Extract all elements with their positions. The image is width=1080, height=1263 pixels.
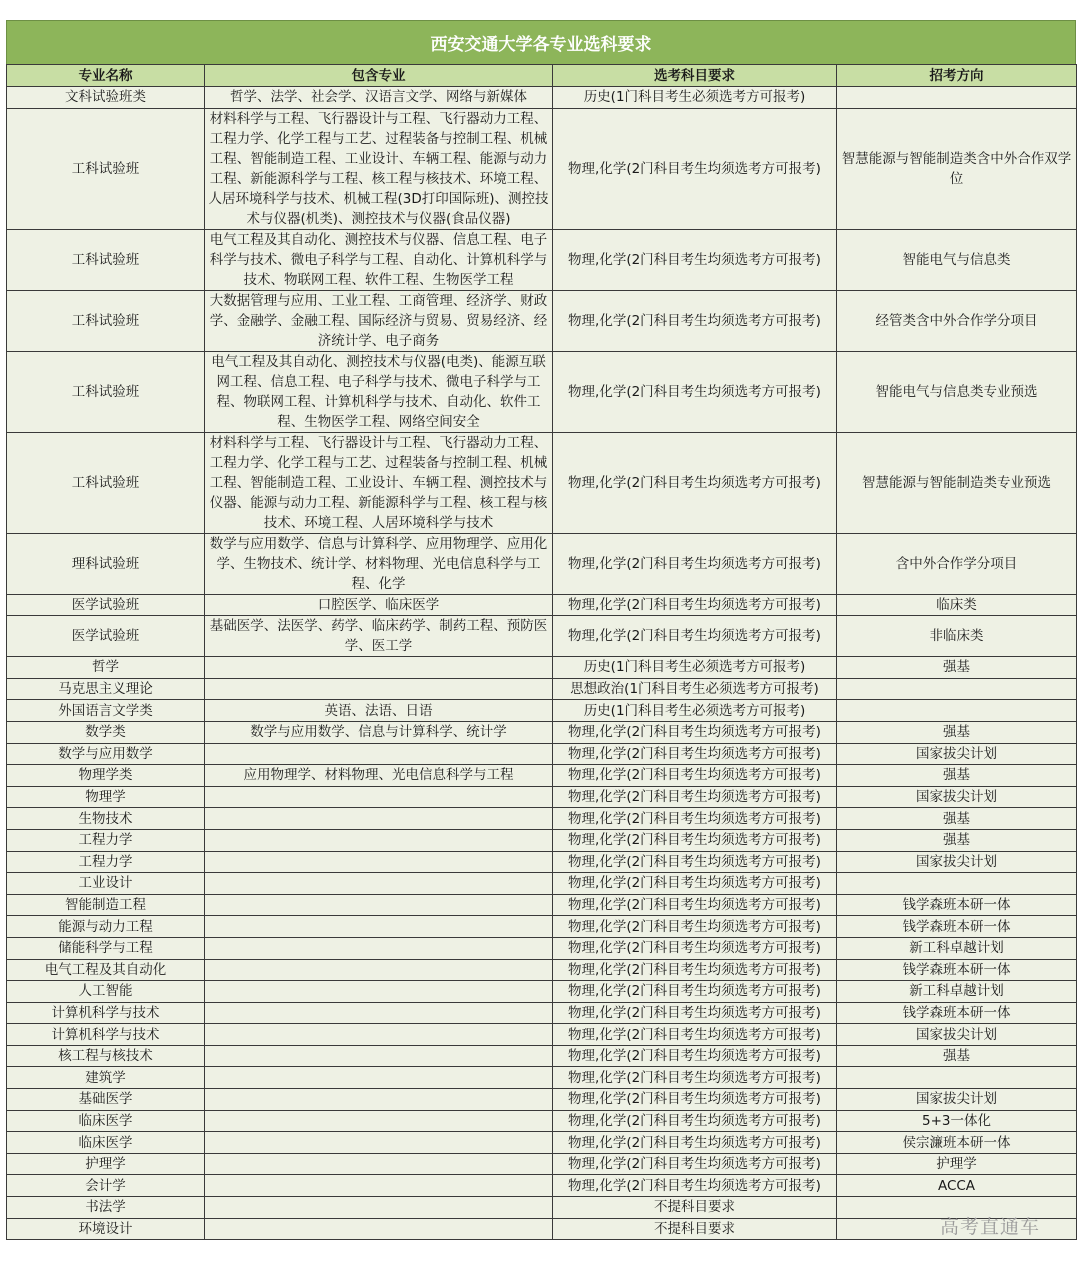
- admission-direction-cell: 智慧能源与智能制造类专业预选: [837, 432, 1077, 533]
- admission-direction-cell: 侯宗濂班本研一体: [837, 1132, 1077, 1154]
- major-name-cell: 马克思主义理论: [7, 678, 205, 700]
- major-name-cell: 工程力学: [7, 829, 205, 851]
- included-majors-cell: [205, 1002, 553, 1024]
- subject-requirement-cell: 物理,化学(2门科目考生均须选考方可报考): [553, 533, 837, 594]
- subject-requirement-cell: 物理,化学(2门科目考生均须选考方可报考): [553, 808, 837, 830]
- included-majors-cell: [205, 786, 553, 808]
- admission-direction-cell: 强基: [837, 765, 1077, 787]
- table-row: [7, 937, 1077, 959]
- subject-requirement-cell: 物理,化学(2门科目考生均须选考方可报考): [553, 108, 837, 229]
- table-row: [7, 786, 1077, 808]
- subject-requirement-cell: 物理,化学(2门科目考生均须选考方可报考): [553, 351, 837, 432]
- major-name-cell: 数学类: [7, 721, 205, 743]
- included-majors-cell: [205, 657, 553, 679]
- table-row: [7, 87, 1077, 109]
- included-majors-cell: 应用物理学、材料物理、光电信息科学与工程: [205, 765, 553, 787]
- major-name-cell: 哲学: [7, 657, 205, 679]
- included-majors-cell: 基础医学、法医学、药学、临床药学、制药工程、预防医学、医工学: [205, 616, 553, 657]
- subject-requirement-cell: 物理,化学(2门科目考生均须选考方可报考): [553, 616, 837, 657]
- included-majors-cell: 电气工程及其自动化、测控技术与仪器、信息工程、电子科学与技术、微电子科学与工程、自动化、计算机科学与技术、物联网工程、软件工程、生物医学工程: [205, 229, 553, 290]
- watermark: 高考直通车: [940, 1216, 1041, 1238]
- table-row: [7, 873, 1077, 895]
- table-row: [7, 1132, 1077, 1154]
- subject-requirement-cell: 物理,化学(2门科目考生均须选考方可报考): [553, 1002, 837, 1024]
- table-row: [7, 108, 1077, 229]
- admission-direction-cell: 智能电气与信息类专业预选: [837, 351, 1077, 432]
- included-majors-cell: [205, 1089, 553, 1111]
- major-name-cell: 能源与动力工程: [7, 916, 205, 938]
- included-majors-cell: [205, 743, 553, 765]
- admission-direction-cell: 护理学: [837, 1153, 1077, 1175]
- table-row: [7, 765, 1077, 787]
- major-name-cell: 物理学: [7, 786, 205, 808]
- major-name-cell: 临床医学: [7, 1110, 205, 1132]
- admission-direction-cell: 钱学森班本研一体: [837, 916, 1077, 938]
- admission-direction-cell: 国家拔尖计划: [837, 1089, 1077, 1111]
- table-row: [7, 616, 1077, 657]
- admission-direction-cell: 强基: [837, 721, 1077, 743]
- table-row: [7, 229, 1077, 290]
- included-majors-cell: [205, 959, 553, 981]
- major-name-cell: 会计学: [7, 1175, 205, 1197]
- subject-requirement-cell: 物理,化学(2门科目考生均须选考方可报考): [553, 894, 837, 916]
- included-majors-cell: [205, 916, 553, 938]
- admission-direction-cell: ACCA: [837, 1175, 1077, 1197]
- included-majors-cell: [205, 1024, 553, 1046]
- included-majors-cell: 大数据管理与应用、工业工程、工商管理、经济学、财政学、金融学、金融工程、国际经济与贸易、贸易经济、经济统计学、电子商务: [205, 290, 553, 351]
- included-majors-cell: [205, 873, 553, 895]
- admission-direction-cell: 钱学森班本研一体: [837, 894, 1077, 916]
- requirements-table-container: [6, 20, 1076, 1240]
- admission-direction-cell: 经管类含中外合作学分项目: [837, 290, 1077, 351]
- major-name-cell: 工科试验班: [7, 351, 205, 432]
- included-majors-cell: 口腔医学、临床医学: [205, 594, 553, 616]
- subject-requirement-cell: 物理,化学(2门科目考生均须选考方可报考): [553, 1110, 837, 1132]
- included-majors-cell: [205, 1132, 553, 1154]
- admission-direction-cell: 5+3一体化: [837, 1110, 1077, 1132]
- table-row: [7, 432, 1077, 533]
- admission-direction-cell: 强基: [837, 657, 1077, 679]
- included-majors-cell: [205, 1045, 553, 1067]
- admission-direction-cell: 智能电气与信息类: [837, 229, 1077, 290]
- major-name-cell: 电气工程及其自动化: [7, 959, 205, 981]
- included-majors-cell: [205, 1110, 553, 1132]
- admission-direction-cell: [837, 873, 1077, 895]
- major-name-cell: 核工程与核技术: [7, 1045, 205, 1067]
- major-name-cell: 计算机科学与技术: [7, 1002, 205, 1024]
- subject-requirement-cell: 物理,化学(2门科目考生均须选考方可报考): [553, 1089, 837, 1111]
- major-name-cell: 工科试验班: [7, 108, 205, 229]
- included-majors-cell: [205, 1218, 553, 1240]
- subject-requirement-cell: 物理,化学(2门科目考生均须选考方可报考): [553, 290, 837, 351]
- table-row: [7, 829, 1077, 851]
- major-name-cell: 计算机科学与技术: [7, 1024, 205, 1046]
- table-row: [7, 1197, 1077, 1219]
- major-name-cell: 储能科学与工程: [7, 937, 205, 959]
- included-majors-cell: 电气工程及其自动化、测控技术与仪器(电类)、能源互联网工程、信息工程、电子科学与技术、微电子科学与工程、物联网工程、计算机科学与技术、自动化、软件工程、生物医学工程、网络空间安全: [205, 351, 553, 432]
- table-row: [7, 657, 1077, 679]
- included-majors-cell: [205, 1153, 553, 1175]
- subject-requirement-cell: 物理,化学(2门科目考生均须选考方可报考): [553, 1045, 837, 1067]
- table-row: [7, 533, 1077, 594]
- subject-requirement-cell: 物理,化学(2门科目考生均须选考方可报考): [553, 981, 837, 1003]
- subject-requirement-cell: 历史(1门科目考生必须选考方可报考): [553, 87, 837, 109]
- table-row: [7, 959, 1077, 981]
- table-row: [7, 1089, 1077, 1111]
- included-majors-cell: [205, 937, 553, 959]
- table-body: [7, 87, 1077, 1240]
- table-row: [7, 851, 1077, 873]
- included-majors-cell: 材料科学与工程、飞行器设计与工程、飞行器动力工程、工程力学、化学工程与工艺、过程装备与控制工程、机械工程、智能制造工程、工业设计、车辆工程、测控技术与仪器、能源与动力工程、新能源科学与工程、核工程与核技术、环境工程、人居环境科学与技术: [205, 432, 553, 533]
- table-row: [7, 894, 1077, 916]
- major-name-cell: 临床医学: [7, 1132, 205, 1154]
- table-row: [7, 1218, 1077, 1240]
- admission-direction-cell: [837, 87, 1077, 109]
- admission-direction-cell: 新工科卓越计划: [837, 981, 1077, 1003]
- subject-requirement-cell: 物理,化学(2门科目考生均须选考方可报考): [553, 851, 837, 873]
- subject-requirement-cell: 物理,化学(2门科目考生均须选考方可报考): [553, 594, 837, 616]
- admission-direction-cell: [837, 1067, 1077, 1089]
- included-majors-cell: [205, 1175, 553, 1197]
- admission-direction-cell: 强基: [837, 808, 1077, 830]
- subject-requirement-cell: 历史(1门科目考生必须选考方可报考): [553, 657, 837, 679]
- major-name-cell: 生物技术: [7, 808, 205, 830]
- admission-direction-cell: 国家拔尖计划: [837, 786, 1077, 808]
- included-majors-cell: [205, 851, 553, 873]
- major-name-cell: 工科试验班: [7, 229, 205, 290]
- admission-direction-cell: 临床类: [837, 594, 1077, 616]
- table-row: [7, 700, 1077, 722]
- admission-direction-cell: 非临床类: [837, 616, 1077, 657]
- admission-direction-cell: 新工科卓越计划: [837, 937, 1077, 959]
- subject-requirement-cell: 物理,化学(2门科目考生均须选考方可报考): [553, 229, 837, 290]
- subject-requirement-cell: 物理,化学(2门科目考生均须选考方可报考): [553, 1024, 837, 1046]
- subject-requirement-cell: 物理,化学(2门科目考生均须选考方可报考): [553, 873, 837, 895]
- table-row: [7, 916, 1077, 938]
- admission-direction-cell: 国家拔尖计划: [837, 1024, 1077, 1046]
- table-row: [7, 678, 1077, 700]
- subject-requirement-cell: 物理,化学(2门科目考生均须选考方可报考): [553, 786, 837, 808]
- major-name-cell: 医学试验班: [7, 594, 205, 616]
- subject-requirement-cell: 不提科目要求: [553, 1218, 837, 1240]
- table-row: [7, 1110, 1077, 1132]
- included-majors-cell: [205, 1197, 553, 1219]
- included-majors-cell: 英语、法语、日语: [205, 700, 553, 722]
- included-majors-cell: 材料科学与工程、飞行器设计与工程、飞行器动力工程、工程力学、化学工程与工艺、过程装备与控制工程、机械工程、智能制造工程、工业设计、车辆工程、能源与动力工程、新能源科学与工程、核工程与核技术、环境工程、人居环境科学与技术、机械工程(3D打印国际班)、测控技术与仪器(机类)、测控技术与仪器(食品仪器): [205, 108, 553, 229]
- major-name-cell: 医学试验班: [7, 616, 205, 657]
- included-majors-cell: [205, 1067, 553, 1089]
- subject-requirement-cell: 历史(1门科目考生必须选考方可报考): [553, 700, 837, 722]
- subject-requirement-cell: 物理,化学(2门科目考生均须选考方可报考): [553, 1175, 837, 1197]
- major-name-cell: 数学与应用数学: [7, 743, 205, 765]
- subject-requirement-cell: 物理,化学(2门科目考生均须选考方可报考): [553, 765, 837, 787]
- table-row: [7, 1067, 1077, 1089]
- table-row: [7, 721, 1077, 743]
- major-name-cell: 工科试验班: [7, 290, 205, 351]
- requirements-table: [6, 64, 1077, 1240]
- major-name-cell: 环境设计: [7, 1218, 205, 1240]
- major-name-cell: 文科试验班类: [7, 87, 205, 109]
- admission-direction-cell: 钱学森班本研一体: [837, 1002, 1077, 1024]
- subject-requirement-cell: 物理,化学(2门科目考生均须选考方可报考): [553, 1067, 837, 1089]
- subject-requirement-cell: 物理,化学(2门科目考生均须选考方可报考): [553, 916, 837, 938]
- admission-direction-cell: 国家拔尖计划: [837, 743, 1077, 765]
- included-majors-cell: [205, 808, 553, 830]
- subject-requirement-cell: 物理,化学(2门科目考生均须选考方可报考): [553, 432, 837, 533]
- subject-requirement-cell: 物理,化学(2门科目考生均须选考方可报考): [553, 937, 837, 959]
- subject-requirement-cell: 物理,化学(2门科目考生均须选考方可报考): [553, 1132, 837, 1154]
- header-row: [7, 65, 1077, 87]
- header-subject-requirement: 选考科目要求: [553, 65, 837, 87]
- included-majors-cell: [205, 829, 553, 851]
- included-majors-cell: [205, 894, 553, 916]
- table-row: [7, 351, 1077, 432]
- header-major-name: 专业名称: [7, 65, 205, 87]
- included-majors-cell: [205, 678, 553, 700]
- admission-direction-cell: 强基: [837, 829, 1077, 851]
- subject-requirement-cell: 思想政治(1门科目考生必须选考方可报考): [553, 678, 837, 700]
- included-majors-cell: 数学与应用数学、信息与计算科学、应用物理学、应用化学、生物技术、统计学、材料物理、光电信息科学与工程、化学: [205, 533, 553, 594]
- table-row: [7, 808, 1077, 830]
- major-name-cell: 护理学: [7, 1153, 205, 1175]
- major-name-cell: 工科试验班: [7, 432, 205, 533]
- table-title: 西安交通大学各专业选科要求: [6, 20, 1076, 64]
- subject-requirement-cell: 物理,化学(2门科目考生均须选考方可报考): [553, 721, 837, 743]
- major-name-cell: 智能制造工程: [7, 894, 205, 916]
- table-row: [7, 594, 1077, 616]
- subject-requirement-cell: 物理,化学(2门科目考生均须选考方可报考): [553, 743, 837, 765]
- included-majors-cell: 哲学、法学、社会学、汉语言文学、网络与新媒体: [205, 87, 553, 109]
- table-row: [7, 290, 1077, 351]
- table-row: [7, 1153, 1077, 1175]
- subject-requirement-cell: 物理,化学(2门科目考生均须选考方可报考): [553, 829, 837, 851]
- table-row: [7, 1002, 1077, 1024]
- subject-requirement-cell: 不提科目要求: [553, 1197, 837, 1219]
- table-row: [7, 1175, 1077, 1197]
- major-name-cell: 工业设计: [7, 873, 205, 895]
- major-name-cell: 书法学: [7, 1197, 205, 1219]
- table-row: [7, 981, 1077, 1003]
- admission-direction-cell: 含中外合作学分项目: [837, 533, 1077, 594]
- major-name-cell: 物理学类: [7, 765, 205, 787]
- major-name-cell: 基础医学: [7, 1089, 205, 1111]
- admission-direction-cell: [837, 700, 1077, 722]
- major-name-cell: 工程力学: [7, 851, 205, 873]
- table-row: [7, 1024, 1077, 1046]
- admission-direction-cell: 智慧能源与智能制造类含中外合作双学位: [837, 108, 1077, 229]
- major-name-cell: 人工智能: [7, 981, 205, 1003]
- included-majors-cell: 数学与应用数学、信息与计算科学、统计学: [205, 721, 553, 743]
- subject-requirement-cell: 物理,化学(2门科目考生均须选考方可报考): [553, 1153, 837, 1175]
- table-row: [7, 1045, 1077, 1067]
- admission-direction-cell: [837, 678, 1077, 700]
- major-name-cell: 建筑学: [7, 1067, 205, 1089]
- table-row: [7, 743, 1077, 765]
- admission-direction-cell: 国家拔尖计划: [837, 851, 1077, 873]
- admission-direction-cell: 强基: [837, 1045, 1077, 1067]
- header-included-majors: 包含专业: [205, 65, 553, 87]
- header-admission-direction: 招考方向: [837, 65, 1077, 87]
- subject-requirement-cell: 物理,化学(2门科目考生均须选考方可报考): [553, 959, 837, 981]
- major-name-cell: 外国语言文学类: [7, 700, 205, 722]
- admission-direction-cell: 钱学森班本研一体: [837, 959, 1077, 981]
- included-majors-cell: [205, 981, 553, 1003]
- major-name-cell: 理科试验班: [7, 533, 205, 594]
